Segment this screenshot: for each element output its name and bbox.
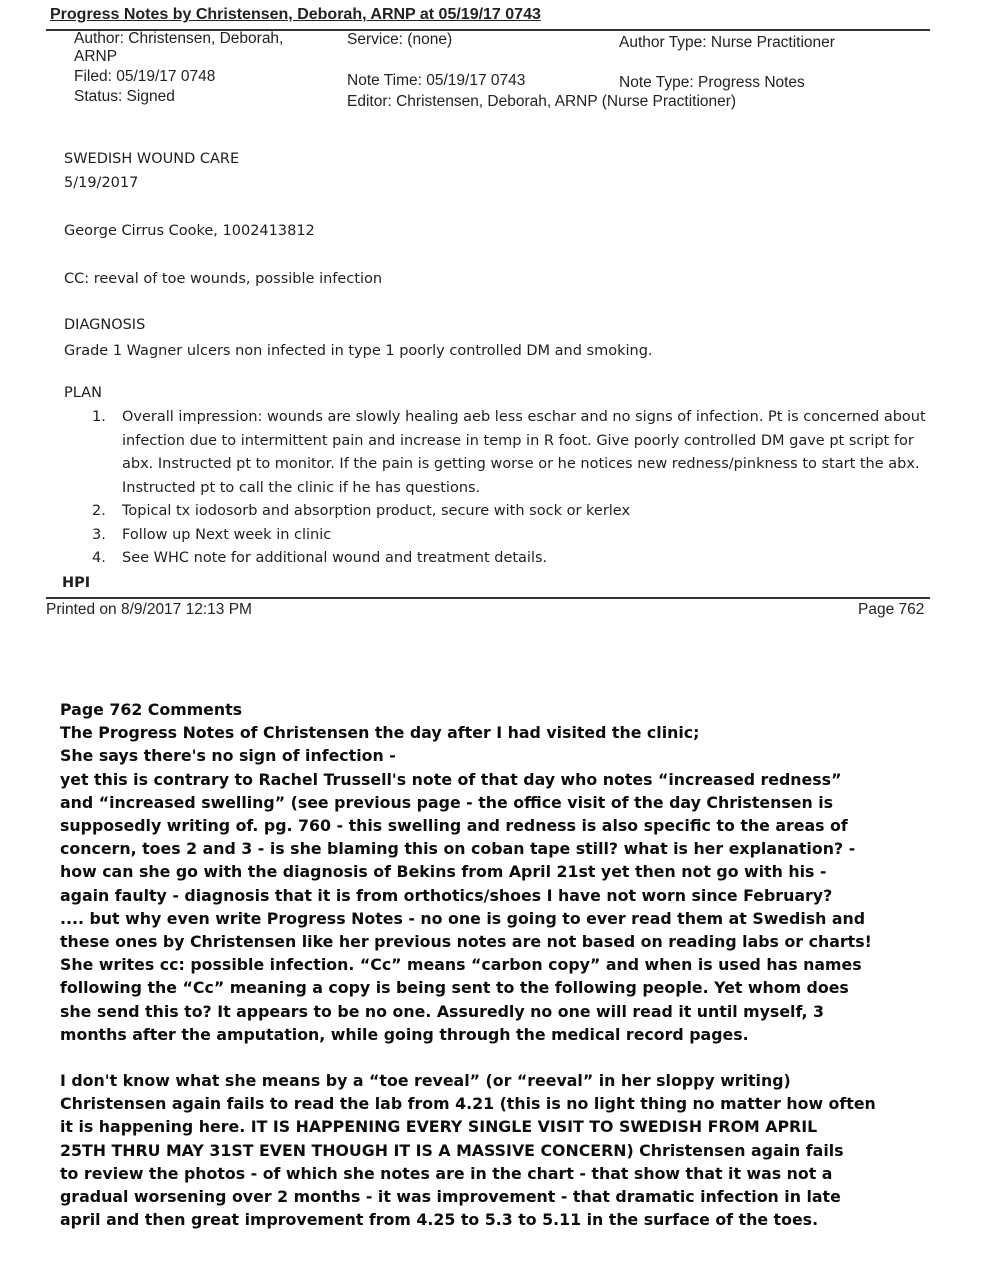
plan-item-number: 3.	[92, 526, 106, 543]
plan-item	[92, 406, 932, 500]
note-title: Progress Notes by Christensen, Deborah, ARNP at 05/19/17 0743	[50, 6, 541, 23]
plan-item-line: Overall impression: wounds are slowly healing aeb less eschar and no signs of infection. Pt is concerned about	[122, 409, 926, 425]
paragraph-gap	[60, 1046, 940, 1069]
comment-line: to review the photos - of which she notes are in the chart - that show that it was not a	[60, 1163, 833, 1183]
comment-line: yet this is contrary to Rachel Trussell's note of that day who notes “increased redness”	[60, 769, 842, 789]
comment-line: april and then great improvement from 4.25 to 5.3 to 5.11 in the surface of the toes.	[60, 1210, 819, 1230]
service-field: Service: (none)	[347, 31, 453, 48]
plan-item	[92, 547, 932, 571]
comment-line: I don't know what she means by a “toe reveal” (or “reeval” in her sloppy writing)	[60, 1071, 791, 1091]
plan-item-line: Instructed pt to call the clinic if he has questions.	[122, 479, 481, 496]
page-comments	[60, 698, 940, 1231]
plan-item	[92, 524, 932, 548]
comment-line: it is happening here. IT IS HAPPENING EVERY SINGLE VISIT TO SWEDISH FROM APRIL	[60, 1117, 818, 1137]
comments-heading: Page 762 Comments	[60, 700, 243, 719]
comment-line: again faulty - diagnosis that it is from orthotics/shoes I have not worn since February?	[60, 885, 833, 905]
diagnosis-heading: DIAGNOSIS	[64, 317, 146, 333]
note-type-field: Note Type: Progress Notes	[619, 74, 805, 91]
comment-line: She writes cc: possible infection. “Cc” means “carbon copy” and when is used has names	[60, 955, 862, 975]
author-field: Author: Christensen, Deborah,	[74, 30, 284, 47]
plan-item-number: 1.	[92, 409, 106, 425]
footer-rule	[46, 597, 930, 599]
plan-item-line: Topical tx iodosorb and absorption product, secure with sock or kerlex	[122, 503, 631, 519]
author-field-cont: ARNP	[74, 48, 118, 65]
plan-item-line: Follow up Next week in clinic	[122, 526, 332, 543]
plan-heading: PLAN	[64, 385, 102, 401]
comment-line: she send this to? It appears to be no one. Assuredly no one will read it until myself, 3	[60, 1001, 824, 1021]
note-time-field: Note Time: 05/19/17 0743	[347, 72, 526, 89]
comment-line: concern, toes 2 and 3 - is she blaming this on coban tape still? what is her explanation? -	[60, 839, 856, 859]
status-field: Status: Signed	[74, 88, 175, 105]
plan-list	[92, 406, 932, 571]
patient-line: George Cirrus Cooke, 1002413812	[64, 223, 315, 239]
plan-item-number: 2.	[92, 503, 106, 519]
chief-complaint: CC: reeval of toe wounds, possible infection	[64, 271, 383, 287]
diagnosis-text: Grade 1 Wagner ulcers non infected in type 1 poorly controlled DM and smoking.	[64, 343, 653, 359]
author-type-field: Author Type: Nurse Practitioner	[619, 34, 835, 51]
editor-field: Editor: Christensen, Deborah, ARNP (Nurse Practitioner)	[347, 93, 737, 110]
plan-item	[92, 500, 932, 524]
comment-line: these ones by Christensen like her previous notes are not based on reading labs or charts!	[60, 932, 872, 952]
comment-line: Christensen again fails to read the lab from 4.21 (this is no light thing no matter how often	[60, 1094, 876, 1114]
plan-item-line: abx. Instructed pt to monitor. If the pain is getting worse or he notices new redness/pinkness to start the abx.	[122, 456, 920, 472]
clinic-name: SWEDISH WOUND CARE	[64, 151, 240, 167]
plan-item-line: See WHC note for additional wound and treatment details.	[122, 550, 548, 566]
comment-line: .... but why even write Progress Notes - no one is going to ever read them at Swedish and	[60, 908, 866, 928]
comment-line: how can she go with the diagnosis of Bekins from April 21st yet then not go with his -	[60, 862, 827, 882]
comment-line: supposedly writing of. pg. 760 - this swelling and redness is also specific to the areas of	[60, 816, 848, 836]
plan-item-line: infection due to intermittent pain and increase in temp in R foot. Give poorly controlled DM gave pt script for	[122, 432, 914, 449]
page-number: Page 762	[858, 601, 925, 618]
comment-line: She says there's no sign of infection -	[60, 746, 396, 766]
comment-line: gradual worsening over 2 months - it was improvement - that dramatic infection in late	[60, 1187, 841, 1207]
hpi-heading: HPI	[62, 575, 91, 591]
comment-line: 25TH THRU MAY 31ST EVEN THOUGH IT IS A MASSIVE CONCERN) Christensen again fails	[60, 1140, 844, 1160]
comment-line: following the “Cc” meaning a copy is being sent to the following people. Yet whom does	[60, 978, 849, 998]
filed-field: Filed: 05/19/17 0748	[74, 68, 216, 85]
note-date: 5/19/2017	[64, 175, 139, 191]
plan-item-number: 4.	[92, 550, 106, 566]
comment-line: and “increased swelling” (see previous page - the office visit of the day Christensen is	[60, 792, 834, 812]
comment-line: The Progress Notes of Christensen the day after I had visited the clinic;	[60, 723, 700, 743]
printed-on: Printed on 8/9/2017 12:13 PM	[46, 601, 252, 618]
comment-line: months after the amputation, while going through the medical record pages.	[60, 1024, 749, 1044]
